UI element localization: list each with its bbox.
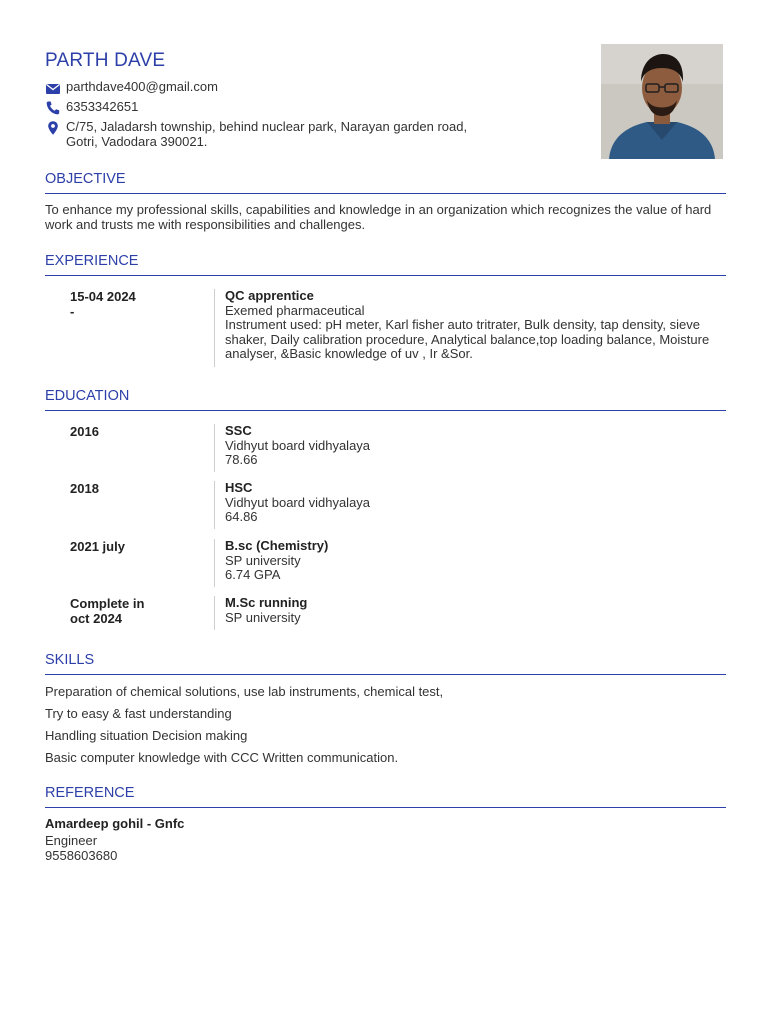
skills-heading: SKILLS xyxy=(45,652,95,668)
experience-description: Instrument used: pH meter, Karl fisher auto tritrater, Bulk density, tap density, sieve shaker, Daily calibration procedure, Analytical balance,top loading balance, Moisture analyser, &Basic knowledge of uv , Ir &Sor. xyxy=(225,317,710,361)
experience-heading: EXPERIENCE xyxy=(45,253,139,269)
reference-divider xyxy=(45,807,726,808)
education-score: 64.86 xyxy=(225,509,258,524)
email-text[interactable]: parthdave400@gmail.com xyxy=(66,79,218,94)
education-degree: HSC xyxy=(225,480,253,495)
email-row xyxy=(45,79,218,96)
experience-divider xyxy=(45,275,726,276)
experience-company: Exemed pharmaceutical xyxy=(225,302,365,318)
entry-divider xyxy=(214,596,215,630)
education-institution: Vidhyut board vidhyalaya xyxy=(225,437,371,453)
address-line-1: C/75, Jaladarsh township, behind nuclear park, Narayan garden road, xyxy=(66,119,468,134)
address-row xyxy=(45,119,467,149)
reference-phone[interactable]: 9558603680 xyxy=(45,848,118,863)
objective-text: To enhance my professional skills, capabilities and knowledge in an organization which recognizes the value of hard work and trusts me with responsibilities and challenges. xyxy=(45,202,712,232)
education-degree: B.sc (Chemistry) xyxy=(225,538,329,553)
entry-divider xyxy=(214,539,215,587)
education-details xyxy=(225,539,725,583)
education-institution: SP university xyxy=(225,552,301,568)
experience-date-end: - xyxy=(70,304,75,319)
education-entry xyxy=(45,596,726,630)
experience-date xyxy=(70,289,190,319)
education-entry xyxy=(45,424,726,472)
education-institution: SP university xyxy=(225,609,301,625)
skill-item: Basic computer knowledge with CCC Written communication. xyxy=(45,750,399,765)
profile-photo xyxy=(601,44,723,159)
reference-name: Amardeep gohil - Gnfc xyxy=(45,816,185,831)
objective-divider xyxy=(45,193,726,194)
entry-divider xyxy=(214,289,215,367)
education-date: 2016 xyxy=(70,424,99,439)
skill-item: Preparation of chemical solutions, use lab instruments, chemical test, xyxy=(45,684,444,699)
phone-row xyxy=(45,99,138,116)
education-details xyxy=(225,424,725,468)
education-entry xyxy=(45,539,726,587)
entry-divider xyxy=(214,424,215,472)
reference-position: Engineer xyxy=(45,833,98,848)
education-degree: M.Sc running xyxy=(225,595,308,610)
map-pin-icon xyxy=(45,120,61,136)
education-date: 2021 july xyxy=(70,539,125,554)
education-details xyxy=(225,481,725,525)
phone-icon xyxy=(45,100,61,116)
skills-divider xyxy=(45,674,726,675)
skill-item: Handling situation Decision making xyxy=(45,728,248,743)
education-score: 6.74 GPA xyxy=(225,567,281,582)
education-degree: SSC xyxy=(225,423,252,438)
phone-text[interactable]: 6353342651 xyxy=(66,99,139,114)
education-score: 78.66 xyxy=(225,452,258,467)
experience-details xyxy=(225,289,725,362)
education-institution: Vidhyut board vidhyalaya xyxy=(225,494,371,510)
education-date: 2018 xyxy=(70,481,99,496)
entry-divider xyxy=(214,481,215,529)
experience-entry xyxy=(45,289,726,367)
address-text xyxy=(66,119,467,149)
envelope-icon xyxy=(45,80,61,96)
experience-date-start: 15-04 2024 xyxy=(70,289,136,304)
address-line-2: Gotri, Vadodara 390021. xyxy=(66,134,208,149)
objective-heading: OBJECTIVE xyxy=(45,171,126,187)
education-entry xyxy=(45,481,726,529)
education-heading: EDUCATION xyxy=(45,388,130,404)
experience-role: QC apprentice xyxy=(225,288,314,303)
education-date: Complete in oct 2024 xyxy=(70,596,145,626)
education-divider xyxy=(45,410,726,411)
education-details xyxy=(225,596,725,625)
reference-heading: REFERENCE xyxy=(45,785,135,801)
candidate-name: PARTH DAVE xyxy=(45,50,166,71)
skill-item: Try to easy & fast understanding xyxy=(45,706,232,721)
